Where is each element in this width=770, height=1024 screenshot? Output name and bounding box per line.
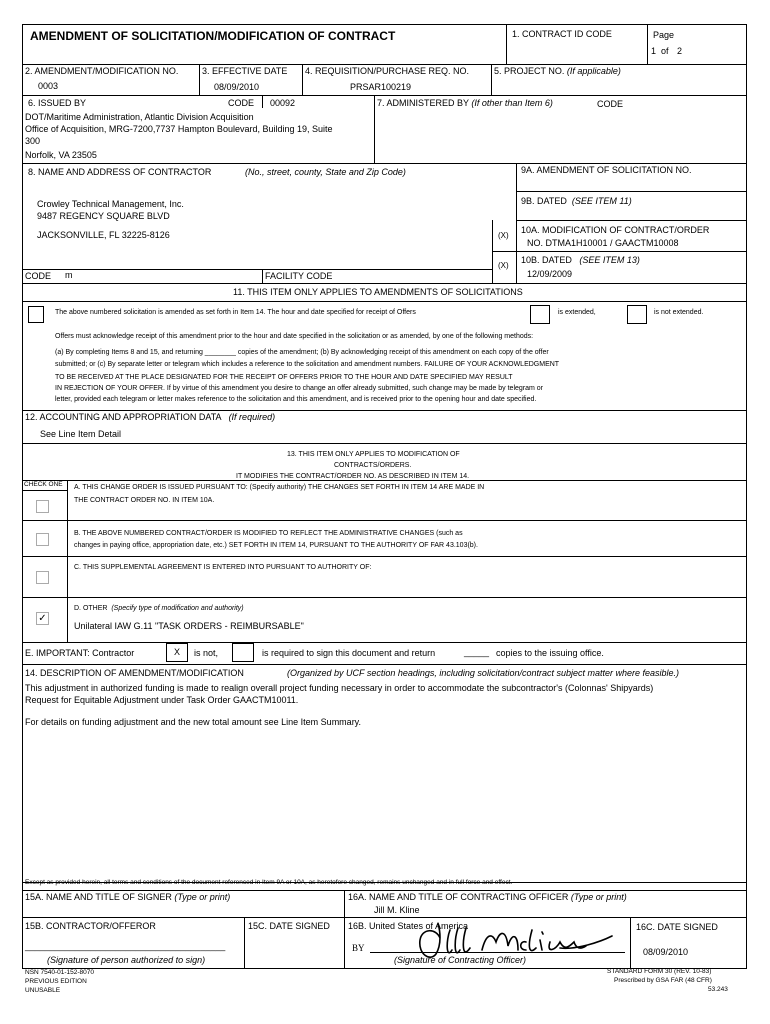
administered-by-note: (If other than Item 6) — [471, 98, 553, 108]
item11-p1: Offers must acknowledge receipt of this amendment prior to the hour and date specified in the solicitation or as amended, by one of the following methods: — [55, 333, 534, 340]
divider — [22, 95, 747, 96]
is-not-label: is not, — [194, 648, 219, 658]
dated-9b-text: 9B. DATED — [521, 196, 567, 206]
project-no-text: 5. PROJECT NO. — [494, 66, 565, 76]
divider — [22, 283, 747, 284]
officer-signature-image — [400, 920, 625, 968]
modification-value[interactable]: NO. DTMA1H10001 / GAACTM10008 — [527, 238, 679, 248]
amendment-solicitation-label: 9A. AMENDMENT OF SOLICITATION NO. — [521, 165, 692, 175]
check-one-label: CHECK ONE — [24, 481, 63, 488]
item13-title-2: CONTRACTS/ORDERS. — [334, 462, 412, 469]
form-border-top — [22, 24, 747, 25]
page-label: Page — [653, 30, 675, 40]
admin-code-label: CODE — [597, 99, 624, 109]
divider — [506, 24, 507, 64]
description-label: 14. DESCRIPTION OF AMENDMENT/MODIFICATION — [25, 668, 244, 678]
divider — [302, 64, 303, 95]
issued-line-1: DOT/Maritime Administration, Atlantic Division Acquisition — [25, 112, 254, 122]
page-num: 1 — [651, 46, 657, 56]
dated-9b-label — [521, 197, 632, 206]
item11-p3: submitted; or (c) By separate letter or telegram which includes a reference to the solicitation and amendment numbers. FAILURE OF YOUR ACKNOWLEDGMENT — [55, 361, 560, 368]
item13-title-1: 13. THIS ITEM ONLY APPLIES TO MODIFICATION OF — [287, 451, 460, 458]
divider — [516, 220, 747, 221]
contract-id-label: 1. CONTRACT ID CODE — [512, 29, 612, 39]
signer-note: (Type or print) — [174, 892, 231, 902]
effective-date-label: 3. EFFECTIVE DATE — [202, 66, 288, 76]
date-signed-value[interactable]: 08/09/2010 — [643, 947, 689, 957]
item13-d-text: D. OTHER — [74, 605, 108, 612]
gsa-label: Prescribed by GSA FAR (48 CFR) — [614, 977, 712, 984]
description-line-1: This adjustment in authorized funding is made to realign overall project funding necessary in order to accommodate the subcontractor's (Colonnas' Shipyards) — [25, 683, 654, 693]
extended-checkbox[interactable] — [530, 305, 550, 324]
divider — [22, 890, 747, 891]
divider — [516, 191, 747, 192]
signer-text: 15A. NAME AND TITLE OF SIGNER — [25, 892, 172, 902]
project-no-note: (If applicable) — [566, 66, 621, 76]
divider — [746, 882, 747, 968]
issued-line-2: Office of Acquisition, MRG-7200,7737 Hampton Boulevard, Building 19, Suite — [25, 124, 333, 134]
page-total: 2 — [677, 46, 683, 56]
modification-label: 10A. MODIFICATION OF CONTRACT/ORDER — [521, 225, 710, 235]
item13-d-checkbox[interactable]: ✓ — [36, 612, 49, 625]
form-border-right — [746, 24, 747, 882]
divider — [22, 597, 747, 598]
item13-a-checkbox[interactable] — [36, 500, 49, 513]
divider — [22, 520, 747, 521]
divider — [22, 917, 747, 918]
issued-by-label: 6. ISSUED BY — [28, 98, 87, 108]
item11-p4: TO BE RECEIVED AT THE PLACE DESIGNATED FOR THE RECEIPT OF OFFERS PRIOR TO THE HOUR AND DATE SPECIFIED MAY RESULT — [55, 374, 513, 381]
date-signed-15c-label: 15C. DATE SIGNED — [248, 921, 330, 931]
copies-blank[interactable]: _____ — [464, 647, 490, 657]
amendment-no-value[interactable]: 0003 — [38, 81, 59, 91]
contractor-signature-caption: (Signature of person authorized to sign) — [47, 955, 206, 965]
divider — [22, 490, 67, 491]
mark-10a: (X) — [498, 231, 509, 240]
important-rest: is required to sign this document and return — [262, 648, 436, 658]
contractor-line-1: Crowley Technical Management, Inc. — [37, 199, 184, 209]
issued-line-4: Norfolk, VA 23505 — [25, 150, 97, 160]
item13-a1: A. THIS CHANGE ORDER IS ISSUED PURSUANT TO: (Specify authority) THE CHANGES SET FORTH IN ITEM 14 ARE MADE IN — [74, 484, 485, 491]
form-number-label: 53.243 — [708, 986, 728, 993]
item13-c1: C. THIS SUPPLEMENTAL AGREEMENT IS ENTERED INTO PURSUANT TO AUTHORITY OF: — [74, 564, 372, 571]
officer-label — [348, 893, 627, 902]
divider — [199, 64, 200, 95]
item13-b2: changes in paying office, appropriation date, etc.) SET FORTH IN ITEM 14, PURSUANT TO THE AUTHORITY OF FAR 43.103(b). — [74, 542, 478, 549]
requisition-label: 4. REQUISITION/PURCHASE REQ. NO. — [305, 66, 470, 76]
divider — [22, 163, 747, 164]
contractor-signature-line[interactable]: ________________________________________ — [25, 941, 226, 951]
item13-d-label — [74, 605, 244, 612]
contractor-line-2: 9487 REGENCY SQUARE BLVD — [37, 211, 170, 221]
contractor-line-3: JACKSONVILLE, FL 32225-8126 — [37, 230, 170, 240]
item13-a2: THE CONTRACT ORDER NO. IN ITEM 10A. — [74, 497, 215, 504]
administered-by-text: 7. ADMINISTERED BY — [377, 98, 469, 108]
by-label: BY — [352, 943, 365, 953]
dated-10b-text: 10B. DATED — [521, 255, 572, 265]
item11-line1: The above numbered solicitation is amended as set forth in Item 14. The hour and date specified for receipt of Offers — [55, 309, 416, 316]
important-label: E. IMPORTANT: Contractor — [25, 648, 135, 658]
item11-checkbox[interactable] — [28, 306, 44, 323]
amendment-no-label: 2. AMENDMENT/MODIFICATION NO. — [25, 66, 179, 76]
divider — [344, 890, 345, 968]
divider — [67, 480, 68, 642]
page-of: of — [661, 46, 669, 56]
item13-d-note: (Specify type of modification and authority) — [111, 605, 244, 612]
unusable-label: UNUSABLE — [25, 987, 61, 994]
requisition-value[interactable]: PRSAR100219 — [350, 82, 412, 92]
divider — [374, 95, 375, 163]
issued-line-3: 300 — [25, 136, 41, 146]
divider — [492, 251, 747, 252]
divider — [22, 480, 747, 481]
contractor-is-not-checkbox[interactable]: X — [166, 643, 188, 662]
dated-9b-note: (SEE ITEM 11) — [571, 196, 632, 206]
dated-10b-value[interactable]: 12/09/2009 — [527, 269, 573, 279]
item13-title-3: IT MODIFIES THE CONTRACT/ORDER NO. AS DESCRIBED IN ITEM 14. — [236, 473, 470, 480]
divider — [22, 443, 747, 444]
divider — [22, 882, 23, 968]
extended-label: is extended, — [558, 309, 596, 316]
item13-b1: B. THE ABOVE NUMBERED CONTRACT/ORDER IS MODIFIED TO REFLECT THE ADMINISTRATIVE CHANGES (such as — [74, 530, 463, 537]
nsn-label: NSN 7540-01-152-8070 — [25, 969, 95, 976]
date-signed-16c-label: 16C. DATE SIGNED — [636, 922, 718, 932]
accounting-text: 12. ACCOUNTING AND APPROPRIATION DATA — [25, 412, 222, 422]
issued-code-label: CODE — [228, 98, 255, 108]
officer-note: (Type or print) — [570, 892, 627, 902]
facility-code-label: FACILITY CODE — [265, 271, 333, 281]
divider — [22, 642, 747, 643]
item13-c-checkbox[interactable] — [36, 571, 49, 584]
not-extended-checkbox[interactable] — [627, 305, 647, 324]
item11-p5: IN REJECTION OF YOUR OFFER. If by virtue of this amendment you desire to change an offer already submitted, such change may be made by telegram or — [55, 385, 544, 392]
description-line-3: For details on funding adjustment and the new total amount see Line Item Summary. — [25, 717, 362, 727]
accounting-value[interactable]: See Line Item Detail — [40, 429, 122, 439]
divider — [630, 917, 631, 968]
divider — [491, 64, 492, 95]
contractor-label: 8. NAME AND ADDRESS OF CONTRACTOR — [28, 167, 212, 177]
effective-date-value[interactable]: 08/09/2010 — [214, 82, 260, 92]
divider — [492, 220, 493, 283]
item11-title: 11. THIS ITEM ONLY APPLIES TO AMENDMENTS OF SOLICITATIONS — [233, 287, 523, 297]
administered-by-label — [377, 99, 553, 108]
officer-signature-caption: (Signature of Contracting Officer) — [394, 955, 527, 965]
contractor-note: (No., street, county, State and Zip Code) — [245, 167, 406, 177]
dated-10b-label — [521, 256, 640, 265]
divider — [244, 917, 245, 968]
divider — [22, 410, 747, 411]
contractor-offeror-label: 15B. CONTRACTOR/OFFEROR — [25, 921, 156, 931]
officer-text: 16A. NAME AND TITLE OF CONTRACTING OFFICER — [348, 892, 569, 902]
issued-code-value[interactable]: 00092 — [270, 98, 296, 108]
item13-b-checkbox[interactable] — [36, 533, 49, 546]
project-no-label — [494, 67, 621, 76]
divider — [262, 269, 263, 283]
except-note: Except as provided herein, all terms and conditions of the document referenced in Item 9A or 10A, as heretofore changed, remains unchanged and in full force and effect. — [25, 879, 513, 886]
divider — [22, 556, 747, 557]
standard-form-label: STANDARD FORM 30 (REV. 10-83) — [607, 968, 712, 975]
previous-edition-label: PREVIOUS EDITION — [25, 978, 87, 985]
item11-p2: (a) By completing Items 8 and 15, and returning ________ copies of the amendment; (b) By acknowledging receipt of this amendment on each copy of the offer — [55, 349, 549, 356]
form-border-left — [22, 24, 23, 882]
officer-name[interactable]: Jill M. Kline — [374, 905, 420, 915]
divider — [647, 24, 648, 64]
item13-d-value[interactable]: Unilateral IAW G.11 "TASK ORDERS - REIMBURSABLE" — [74, 621, 304, 631]
united-states-label: 16B. United States of America — [348, 921, 469, 931]
accounting-label — [25, 413, 275, 422]
contractor-is-checkbox[interactable] — [232, 643, 254, 662]
contractor-code-value[interactable]: m — [65, 270, 73, 280]
not-extended-label: is not extended. — [654, 309, 704, 316]
form-title: AMENDMENT OF SOLICITATION/MODIFICATION OF CONTRACT — [30, 29, 396, 43]
description-note: (Organized by UCF section headings, including solicitation/contract subject matter where feasible.) — [287, 668, 680, 678]
divider — [22, 664, 747, 665]
divider — [516, 163, 517, 283]
divider — [22, 269, 492, 270]
item11-p6: letter, provided each telegram or letter makes reference to the solicitation and this amendment, and is received prior to the opening hour and date specified. — [55, 396, 537, 403]
important-tail: copies to the issuing office. — [496, 648, 604, 658]
divider — [22, 301, 747, 302]
signer-label — [25, 893, 230, 902]
mark-10b: (X) — [498, 261, 509, 270]
dated-10b-note: (SEE ITEM 13) — [579, 255, 640, 265]
divider — [22, 64, 747, 65]
description-line-2: Request for Equitable Adjustment under Task Order GAACTM10011. — [25, 695, 299, 705]
contractor-code-label: CODE — [25, 271, 52, 281]
accounting-note: (If required) — [228, 412, 276, 422]
